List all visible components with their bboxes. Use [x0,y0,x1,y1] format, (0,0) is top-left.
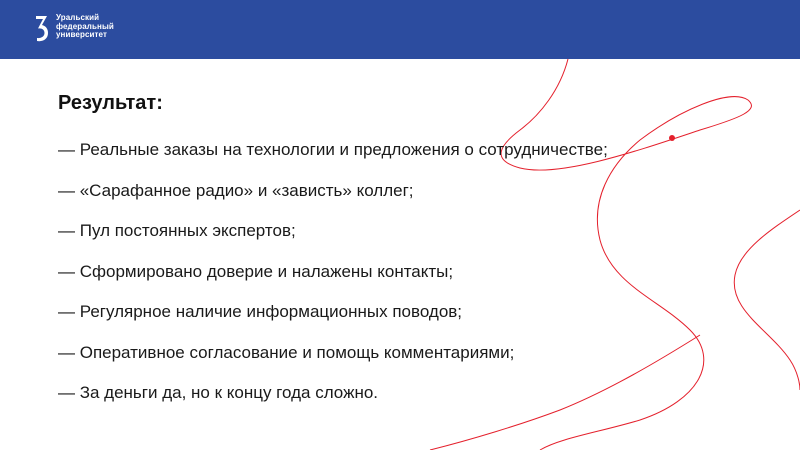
list-item: — Пул постоянных экспертов; [58,221,296,240]
list-item: — За деньги да, но к концу года сложно. [58,383,379,402]
logo-text [56,14,114,40]
list-item: — Сформировано доверие и налажены контакты; [58,261,454,281]
urfu-logo-icon [34,14,50,44]
list-item: — Реальные заказы на технологии и предложения о сотрудничестве; [58,140,608,159]
result-list [58,140,608,424]
logo-line-2: федеральный [56,21,114,31]
red-curve-line-2 [734,210,800,390]
red-dot-marker [669,135,675,141]
logo-line-1: Уральский [56,13,100,22]
list-item: — «Сарафанное радио» и «зависть» коллег; [58,180,414,200]
university-logo [34,14,114,44]
header-band [0,0,800,59]
slide-title: Результат: [58,92,163,114]
list-item: — Регулярное наличие информационных поводов; [58,302,463,321]
list-item: — Оперативное согласование и помощь комментариями; [58,342,515,362]
logo-line-3: университет [56,30,107,39]
